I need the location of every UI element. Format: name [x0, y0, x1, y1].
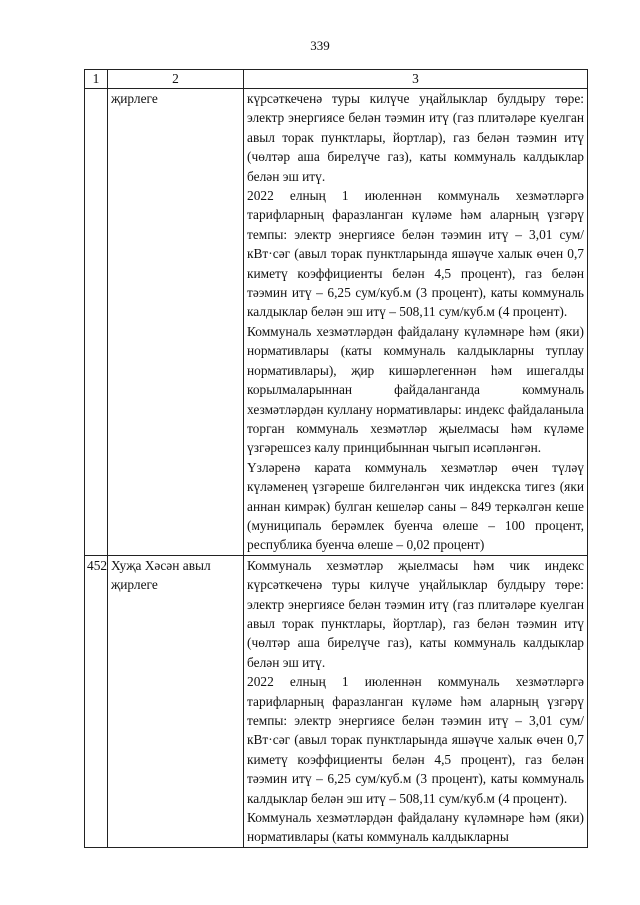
header-cell-name: 2: [108, 70, 244, 89]
paragraph: Коммуналь хезмәтләрдән файдалану күләмнәре һәм (яки) нормативлары (каты коммуналь калдыкларны туплау нормативлары), җир кишәрлегеннән һәм ишегалды корылмаларыннан файдаланганда коммуналь хезмәтләрдән куллану нормативлары: индекс файдаланыла торган коммуналь хезмәтләр җыелмасы һәм күләме үзгәрешсез калу принцибыннан чыгып исәпләнгән.: [247, 323, 584, 456]
description-cell: [244, 89, 588, 556]
paragraph: күрсәткеченә туры килүче уңайлыклар булдыру төре: электр энергиясе белән тәэмин итү (газ плитәләре куелган авыл торак пунктлары, йортлар), газ белән тәэмин итү (чөлтәр аша бирелүче газ), каты коммуналь калдыклар белән эш итү.: [247, 91, 584, 184]
table-row: [85, 555, 588, 847]
row-number: 452: [85, 555, 108, 847]
page-number: 339: [310, 38, 330, 53]
paragraph: Коммуналь хезмәтләрдән файдалану күләмнәре һәм (яки) нормативлары (каты коммуналь калдыкларны: [247, 810, 584, 845]
paragraph: Коммуналь хезмәтләр җыелмасы һәм чик индекс күрсәткеченә туры килүче уңайлыклар булдыру төре: электр энергиясе белән тәэмин итү (газ плитәләре куелган авыл торак пунктлары, йортлар), газ белән тәэмин итү (чөлтәр аша бирелүче газ), каты коммуналь калдыклар белән эш итү.: [247, 557, 584, 670]
settlement-name: Хуҗа Хәсән авыл җирлеге: [108, 555, 244, 847]
settlement-name: җирлеге: [108, 89, 244, 556]
table-row: [85, 89, 588, 556]
paragraph: Үзләренә карата коммуналь хезмәтләр өчен түләү күләменең үзгәреше билгеләнгән чик индекска тигез (яки аннан кимрәк) булган кешеләр саны – 849 теркәлгән кеше (муниципаль берәмлек буенча өлеше – 100 процент, республика буенча өлеше – 0,02 процент): [247, 459, 584, 553]
document-table: [84, 69, 588, 848]
header-cell-number: 1: [85, 70, 108, 89]
table-header-row: [85, 70, 588, 89]
paragraph: 2022 елның 1 июленнән коммуналь хезмәтләргә тарифларның фаразланган күләме һәм аларның үзгәрү темпы: электр энергиясе белән тәэмин итү – 3,01 сум/кВт·сәг (авыл торак пунктларында яшәүче халык өчен 0,7 киметү коэффициенты белән 4,5 процент), газ белән тәэмин итү – 6,25 сум/куб.м (3 процент), каты коммуналь калдыклар белән эш итү – 508,11 сум/куб.м (4 процент).: [247, 674, 584, 806]
description-cell: [244, 555, 588, 847]
paragraph: 2022 елның 1 июленнән коммуналь хезмәтләргә тарифларның фаразланган күләме һәм аларның үзгәрү темпы: электр энергиясе белән тәэмин итү – 3,01 сум/кВт·сәг (авыл торак пунктларында яшәүче халык өчен 0,7 киметү коэффициенты белән 4,5 процент), газ белән тәэмин итү – 6,25 сум/куб.м (3 процент), каты коммуналь калдыклар белән эш итү – 508,11 сум/куб.м (4 процент).: [247, 188, 584, 320]
header-cell-description: 3: [244, 70, 588, 89]
row-number: [85, 89, 108, 556]
